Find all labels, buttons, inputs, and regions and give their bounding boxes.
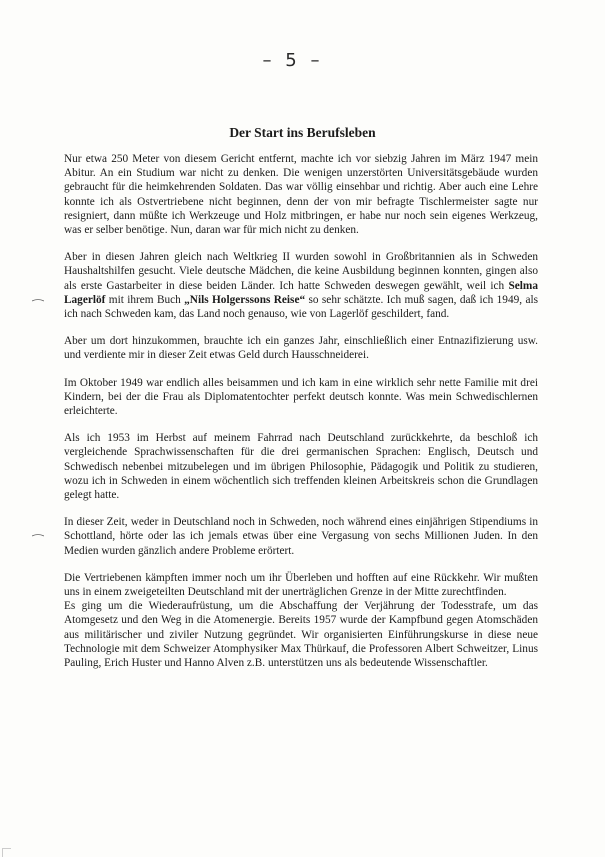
paragraph-text: Aber in diesen Jahren gleich nach Weltkrieg II wurden sowohl in Großbritannien als in Schweden Haushaltshilfen gesucht. Viele deutsche Mädchen, die keine Ausbildung beginnen konnten, gingen also als erste Gastarbeiter in diese beiden Länder. Ich hatte Schweden deswegen gewählt, weil ich: [64, 251, 538, 292]
paragraph: In dieser Zeit, weder in Deutschland noch in Schweden, noch während eines einjährigen Stipendiums in Schottland, hörte oder las ich jemals etwas über eine Vergasung von sechs Millionen Juden. In den Medien wurden gänzlich andere Probleme erörtert.: [64, 516, 538, 557]
author-name: Selma Lagerlöf: [64, 279, 538, 306]
margin-mark-icon: [32, 298, 44, 302]
paragraph: Als ich 1953 im Herbst auf meinem Fahrrad nach Deutschland zurückkehrte, da beschloß ich vergleichende Sprachwissenschaften für die drei germanischen Sprachen: Englisch, Deutsch und Schwedisch nebenbei mitzubelegen und im übrigen Philosophie, Pädagogik und Politik zu studieren, wozu ich in Schweden in einem wöchentlich sich treffenden kleinen Arbeitskreis schon die Grundlagen gelegt hatte.: [64, 432, 538, 502]
paragraph: Aber um dort hinzukommen, brauchte ich ein ganzes Jahr, einschließlich einer Entnazifizierung usw. und verdiente mir in dieser Zeit etwas Geld durch Hausschneiderei.: [64, 335, 538, 362]
paragraph: [64, 250, 538, 321]
paragraph-text: mit ihrem Buch: [105, 293, 185, 306]
document-title: Der Start ins Berufsleben: [229, 125, 376, 140]
margin-mark-icon: [32, 533, 44, 537]
paragraph: Die Vertriebenen kämpften immer noch um ihr Überleben und hofften auf eine Rückkehr. Wir mußten uns in einem zweigeteilten Deutschland mit der unerträglichen Grenze in der Mitte zurechtfinden.: [64, 571, 538, 599]
paragraph: Nur etwa 250 Meter von diesem Gericht entfernt, machte ich vor siebzig Jahren im März 1947 mein Abitur. An ein Studium war nicht zu denken. Die wenigen unzerstörten Universitätsgebäude wurden gebraucht für die heimkehrenden Soldaten. Das war völlig einsehbar und richtig. Aber auch eine Lehre konnte ich als Ostvertriebene nicht beginnen, denn der von mir befragte Tischlermeister sagte nur resigniert, dann müßte ich Werkzeuge und Holz mitbringen, er habe nur noch sein eigenes Werkzeug, was er selber benötige. Nun, daran war für mich nicht zu denken.: [64, 153, 538, 237]
scan-corner-mark: [2, 848, 11, 857]
book-title: „Nils Holgerssons Reise“: [184, 293, 306, 306]
paragraph-text: so sehr schätzte. Ich muß sagen, daß ich 1949, als ich nach Schweden kam, das Land noch genauso, wie von Lagerlöf geschildert, fand.: [64, 293, 538, 321]
paragraph: Im Oktober 1949 war endlich alles beisammen und ich kam in eine wirklich sehr nette Familie mit drei Kindern, bei der die Frau als Diplomatentochter perfekt deutsch konnte. Was mein Schwedischlernen erleichterte.: [64, 376, 538, 418]
paragraph: Es ging um die Wiederaufrüstung, um die Abschaffung der Verjährung der Todesstrafe, um das Atomgesetz und den Weg in die Atomenergie. Bereits 1957 wurde der Kampfbund gegen Atomschäden aus militärischer und ziviler Nutzung gegründet. Wir organisierten Einführungskurse in diese neue Technologie mit dem Schweizer Atomphysiker Max Thürkauf, die Professoren Albert Schweitzer, Linus Pauling, Erich Huster und Hanno Alven z.B. unterstützen uns als bedeutende Wissenschaftler.: [64, 600, 538, 670]
page-number: – 5 –: [262, 50, 324, 71]
document-body: [64, 152, 538, 683]
